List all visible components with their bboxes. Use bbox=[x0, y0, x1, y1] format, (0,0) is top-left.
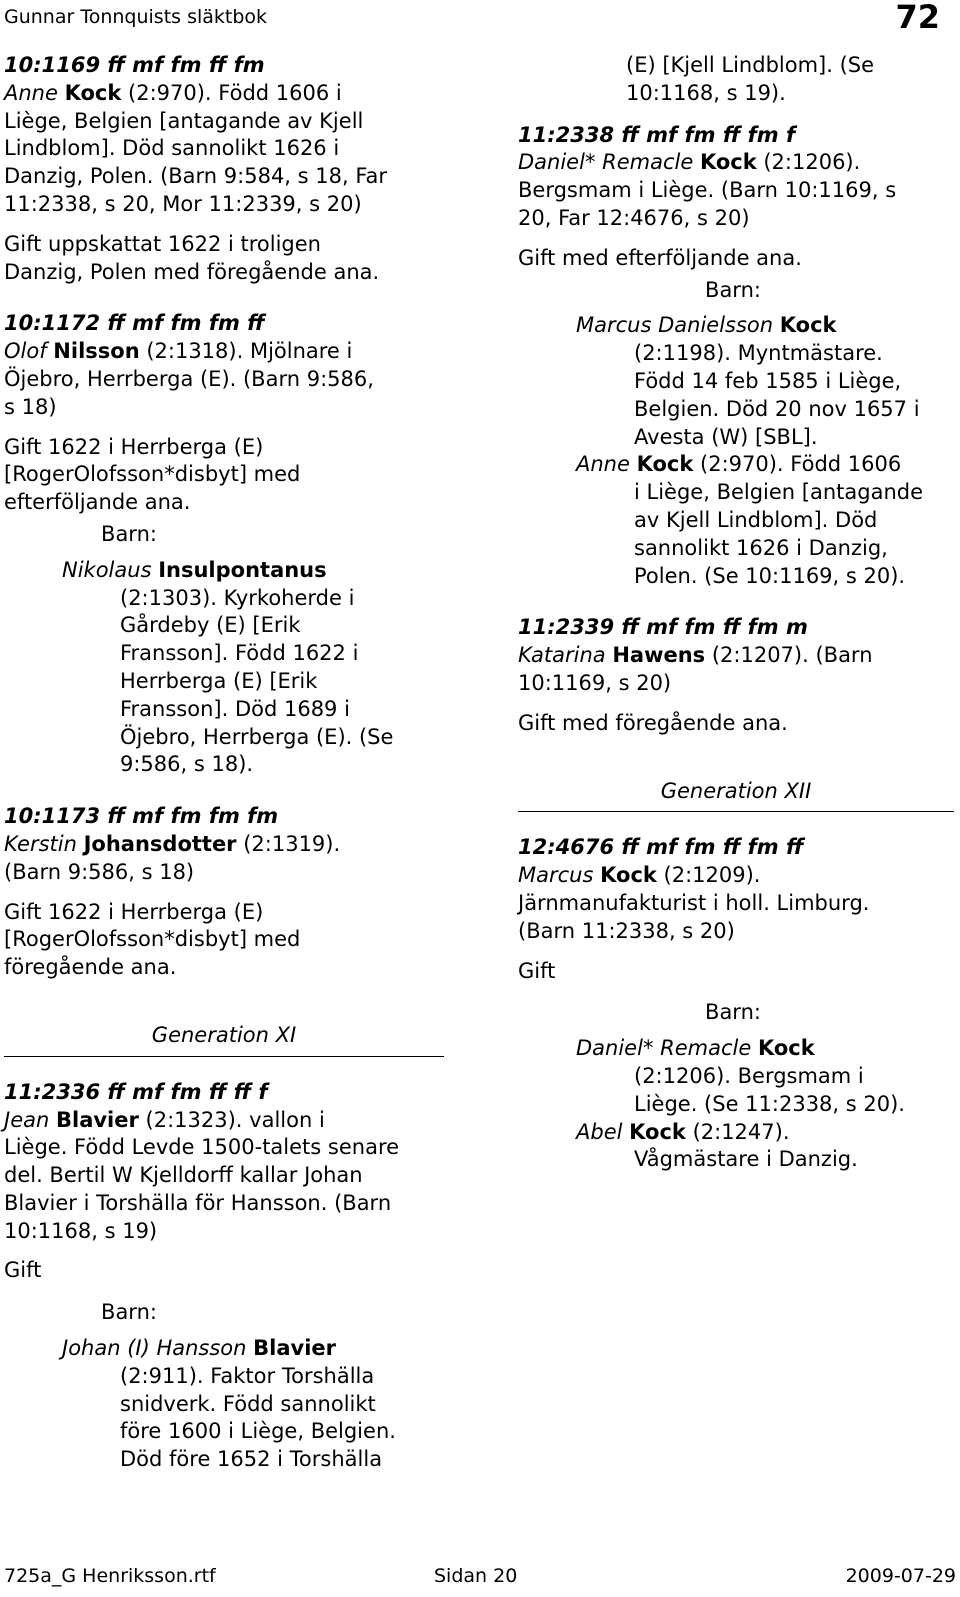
child-text-line: Död före 1652 i Torshälla bbox=[120, 1447, 383, 1472]
child-text-line: före 1600 i Liège, Belgien. bbox=[120, 1419, 396, 1444]
given-name: Jean bbox=[4, 1107, 50, 1132]
marriage-line: Gift bbox=[4, 1258, 42, 1283]
surname: Kock bbox=[699, 150, 757, 175]
generation-rule bbox=[518, 811, 954, 812]
child-text-line: (2:911). Faktor Torshälla bbox=[120, 1363, 375, 1388]
child-surname: Kock bbox=[779, 313, 837, 338]
entry-code: 11:2339 ff mf fm ff fm m bbox=[518, 615, 808, 640]
child-given-name: Nikolaus bbox=[62, 557, 152, 582]
child-text-line: (2:1303). Kyrkoherde i bbox=[120, 585, 355, 610]
footer-filename: 725a_G Henriksson.rtf bbox=[4, 1565, 216, 1587]
entry-text-line: (Barn 9:586, s 18) bbox=[4, 859, 195, 884]
entry-detail: (2:970). Född 1606 i bbox=[121, 80, 342, 105]
entry-text-line: s 18) bbox=[4, 394, 57, 419]
entry-name-line bbox=[4, 831, 449, 859]
entry-text-line: Lindblom]. Död sannolikt 1626 i bbox=[4, 136, 340, 161]
page-number: 72 bbox=[895, 0, 940, 36]
entry-11-2338 bbox=[518, 122, 960, 591]
entry-name-line bbox=[4, 338, 449, 366]
child-surname: Kock bbox=[757, 1036, 815, 1061]
child-text-line: Belgien. Död 20 nov 1657 i bbox=[634, 396, 920, 421]
entry-name-line bbox=[518, 862, 960, 890]
continued-text bbox=[518, 52, 960, 108]
child-text-line: Öjebro, Herrberga (E). (Se bbox=[120, 724, 394, 749]
child-name-line bbox=[62, 557, 449, 585]
child-detail: (2:970). Född 1606 bbox=[693, 452, 902, 477]
given-name: Olof bbox=[4, 339, 47, 364]
surname: Blavier bbox=[55, 1107, 139, 1132]
entry-detail: (2:1318). Mjölnare i bbox=[139, 339, 353, 364]
child-text-line: Polen. (Se 10:1169, s 20). bbox=[634, 563, 906, 588]
marriage-line: Gift med efterföljande ana. bbox=[518, 245, 802, 270]
entry-11-2339 bbox=[518, 614, 960, 737]
entry-10-1169 bbox=[4, 52, 449, 286]
child-entry bbox=[4, 557, 449, 779]
entry-code: 10:1169 ff mf fm ff fm bbox=[4, 53, 265, 77]
surname: Kock bbox=[600, 863, 657, 888]
entry-code: 11:2338 ff mf fm ff fm f bbox=[518, 122, 796, 147]
marriage-line: Gift bbox=[518, 958, 556, 983]
right-column bbox=[518, 52, 960, 1188]
child-given-name: Johan (I) Hansson bbox=[62, 1336, 247, 1361]
child-name-line bbox=[576, 1035, 960, 1063]
marriage-line: [RogerOlofsson*disbyt] med bbox=[4, 462, 301, 487]
child-text-line: 9:586, s 18). bbox=[120, 752, 254, 777]
surname: Hawens bbox=[612, 643, 706, 668]
marriage-line: föregående ana. bbox=[4, 955, 177, 980]
children-label: Barn: bbox=[101, 1300, 157, 1325]
child-entry bbox=[4, 1335, 449, 1474]
entry-code: 11:2336 ff mf fm ff ff f bbox=[4, 1079, 268, 1104]
child-given-name: Marcus Danielsson bbox=[576, 313, 774, 338]
entry-text-line: Liège. Född Levde 1500-talets senare bbox=[4, 1135, 400, 1160]
entry-text-line: 10:1168, s 19) bbox=[4, 1218, 158, 1243]
entry-text-line: Järnmanufakturist i holl. Limburg. bbox=[518, 890, 870, 915]
child-text-line: (2:1206). Bergsmam i bbox=[634, 1063, 864, 1088]
child-detail: (2:1247). bbox=[685, 1119, 790, 1144]
entry-name-line bbox=[4, 80, 449, 108]
surname: Johansdotter bbox=[83, 831, 237, 856]
page-header-title: Gunnar Tonnquists släktbok bbox=[4, 6, 268, 28]
entry-code: 10:1172 ff mf fm fm ff bbox=[4, 311, 265, 336]
child-name-line bbox=[62, 1335, 449, 1363]
generation-heading: Generation XI bbox=[151, 1022, 297, 1047]
given-name: Anne bbox=[4, 80, 58, 105]
entry-name-line bbox=[518, 642, 960, 670]
child-text-line: Herrberga (E) [Erik bbox=[120, 668, 318, 693]
entry-text-line: Bergsmam i Liège. (Barn 10:1169, s bbox=[518, 178, 897, 203]
child-text-line: sannolikt 1626 i Danzig, bbox=[634, 535, 888, 560]
entry-name-line bbox=[518, 149, 960, 177]
marriage-line: Danzig, Polen med föregående ana. bbox=[4, 259, 380, 284]
generation-heading: Generation XII bbox=[660, 778, 812, 803]
child-surname: Kock bbox=[629, 1119, 686, 1144]
surname: Nilsson bbox=[53, 339, 140, 364]
child-name-line bbox=[576, 1119, 960, 1147]
entry-text-line: 10:1168, s 19). bbox=[626, 80, 786, 105]
children-label: Barn: bbox=[705, 1000, 761, 1025]
marriage-line: Gift 1622 i Herrberga (E) bbox=[4, 899, 264, 924]
child-surname: Blavier bbox=[253, 1336, 337, 1361]
child-entry bbox=[518, 1035, 960, 1118]
entry-text-line: 11:2338, s 20, Mor 11:2339, s 20) bbox=[4, 191, 362, 216]
given-name: Daniel* Remacle bbox=[518, 150, 694, 175]
footer-date: 2009-07-29 bbox=[845, 1565, 956, 1587]
child-entry bbox=[518, 312, 960, 451]
child-text-line: av Kjell Lindblom]. Död bbox=[634, 507, 878, 532]
child-text-line: Liège. (Se 11:2338, s 20). bbox=[634, 1091, 905, 1116]
given-name: Kerstin bbox=[4, 831, 77, 856]
marriage-line: efterföljande ana. bbox=[4, 490, 191, 515]
child-text-line: snidverk. Född sannolikt bbox=[120, 1391, 376, 1416]
children-label: Barn: bbox=[705, 277, 761, 302]
footer-page: Sidan 20 bbox=[434, 1565, 518, 1587]
entry-text-line: Liège, Belgien [antagande av Kjell bbox=[4, 108, 364, 133]
entry-10-1173 bbox=[4, 803, 449, 982]
given-name: Katarina bbox=[518, 643, 606, 668]
child-text-line: i Liège, Belgien [antagande bbox=[634, 480, 924, 505]
marriage-line: [RogerOlofsson*disbyt] med bbox=[4, 927, 301, 952]
child-text-line: Född 14 feb 1585 i Liège, bbox=[634, 368, 902, 393]
entry-text-line: Danzig, Polen. (Barn 9:584, s 18, Far bbox=[4, 164, 387, 189]
entry-text-line: Öjebro, Herrberga (E). (Barn 9:586, bbox=[4, 366, 374, 391]
child-given-name: Anne bbox=[576, 452, 630, 477]
entry-text-line: (E) [Kjell Lindblom]. (Se bbox=[626, 53, 875, 77]
given-name: Marcus bbox=[518, 863, 594, 888]
entry-text-line: Blavier i Torshälla för Hansson. (Barn bbox=[4, 1190, 392, 1215]
entry-10-1172 bbox=[4, 310, 449, 779]
entry-detail: (2:1206). bbox=[756, 150, 861, 175]
entry-12-4676 bbox=[518, 834, 960, 1174]
marriage-line: Gift uppskattat 1622 i troligen bbox=[4, 231, 321, 256]
left-column bbox=[4, 52, 449, 1488]
child-given-name: Abel bbox=[576, 1119, 623, 1144]
entry-detail: (2:1323). vallon i bbox=[138, 1107, 325, 1132]
surname: Kock bbox=[64, 80, 122, 105]
child-entry bbox=[518, 451, 960, 590]
child-entry bbox=[518, 1119, 960, 1175]
entry-name-line bbox=[4, 1107, 449, 1135]
marriage-line: Gift med föregående ana. bbox=[518, 710, 788, 735]
entry-text-line: 10:1169, s 20) bbox=[518, 670, 672, 695]
child-name-line bbox=[576, 312, 960, 340]
entry-detail: (2:1319). bbox=[236, 831, 341, 856]
entry-code: 10:1173 ff mf fm fm fm bbox=[4, 804, 279, 829]
entry-text-line: (Barn 11:2338, s 20) bbox=[518, 918, 735, 943]
child-text-line: Avesta (W) [SBL]. bbox=[634, 424, 818, 449]
child-surname: Kock bbox=[636, 452, 694, 477]
generation-rule bbox=[4, 1056, 444, 1057]
entry-detail: (2:1207). (Barn bbox=[705, 643, 873, 668]
children-label: Barn: bbox=[101, 521, 157, 546]
child-text-line: Fransson]. Död 1689 i bbox=[120, 696, 350, 721]
entry-detail: (2:1209). bbox=[656, 863, 761, 888]
child-name-line bbox=[576, 451, 960, 479]
child-text-line: Fransson]. Född 1622 i bbox=[120, 641, 359, 666]
child-text-line: Gårdeby (E) [Erik bbox=[120, 613, 301, 638]
entry-text-line: 20, Far 12:4676, s 20) bbox=[518, 205, 750, 230]
entry-text-line: del. Bertil W Kjelldorff kallar Johan bbox=[4, 1163, 363, 1188]
entry-11-2336 bbox=[4, 1079, 449, 1474]
entry-code: 12:4676 ff mf fm ff fm ff bbox=[518, 835, 804, 860]
marriage-line: Gift 1622 i Herrberga (E) bbox=[4, 434, 264, 459]
child-surname: Insulpontanus bbox=[158, 557, 327, 582]
child-text-line: (2:1198). Myntmästare. bbox=[634, 341, 883, 366]
child-text-line: Vågmästare i Danzig. bbox=[634, 1147, 858, 1172]
child-given-name: Daniel* Remacle bbox=[576, 1036, 752, 1061]
